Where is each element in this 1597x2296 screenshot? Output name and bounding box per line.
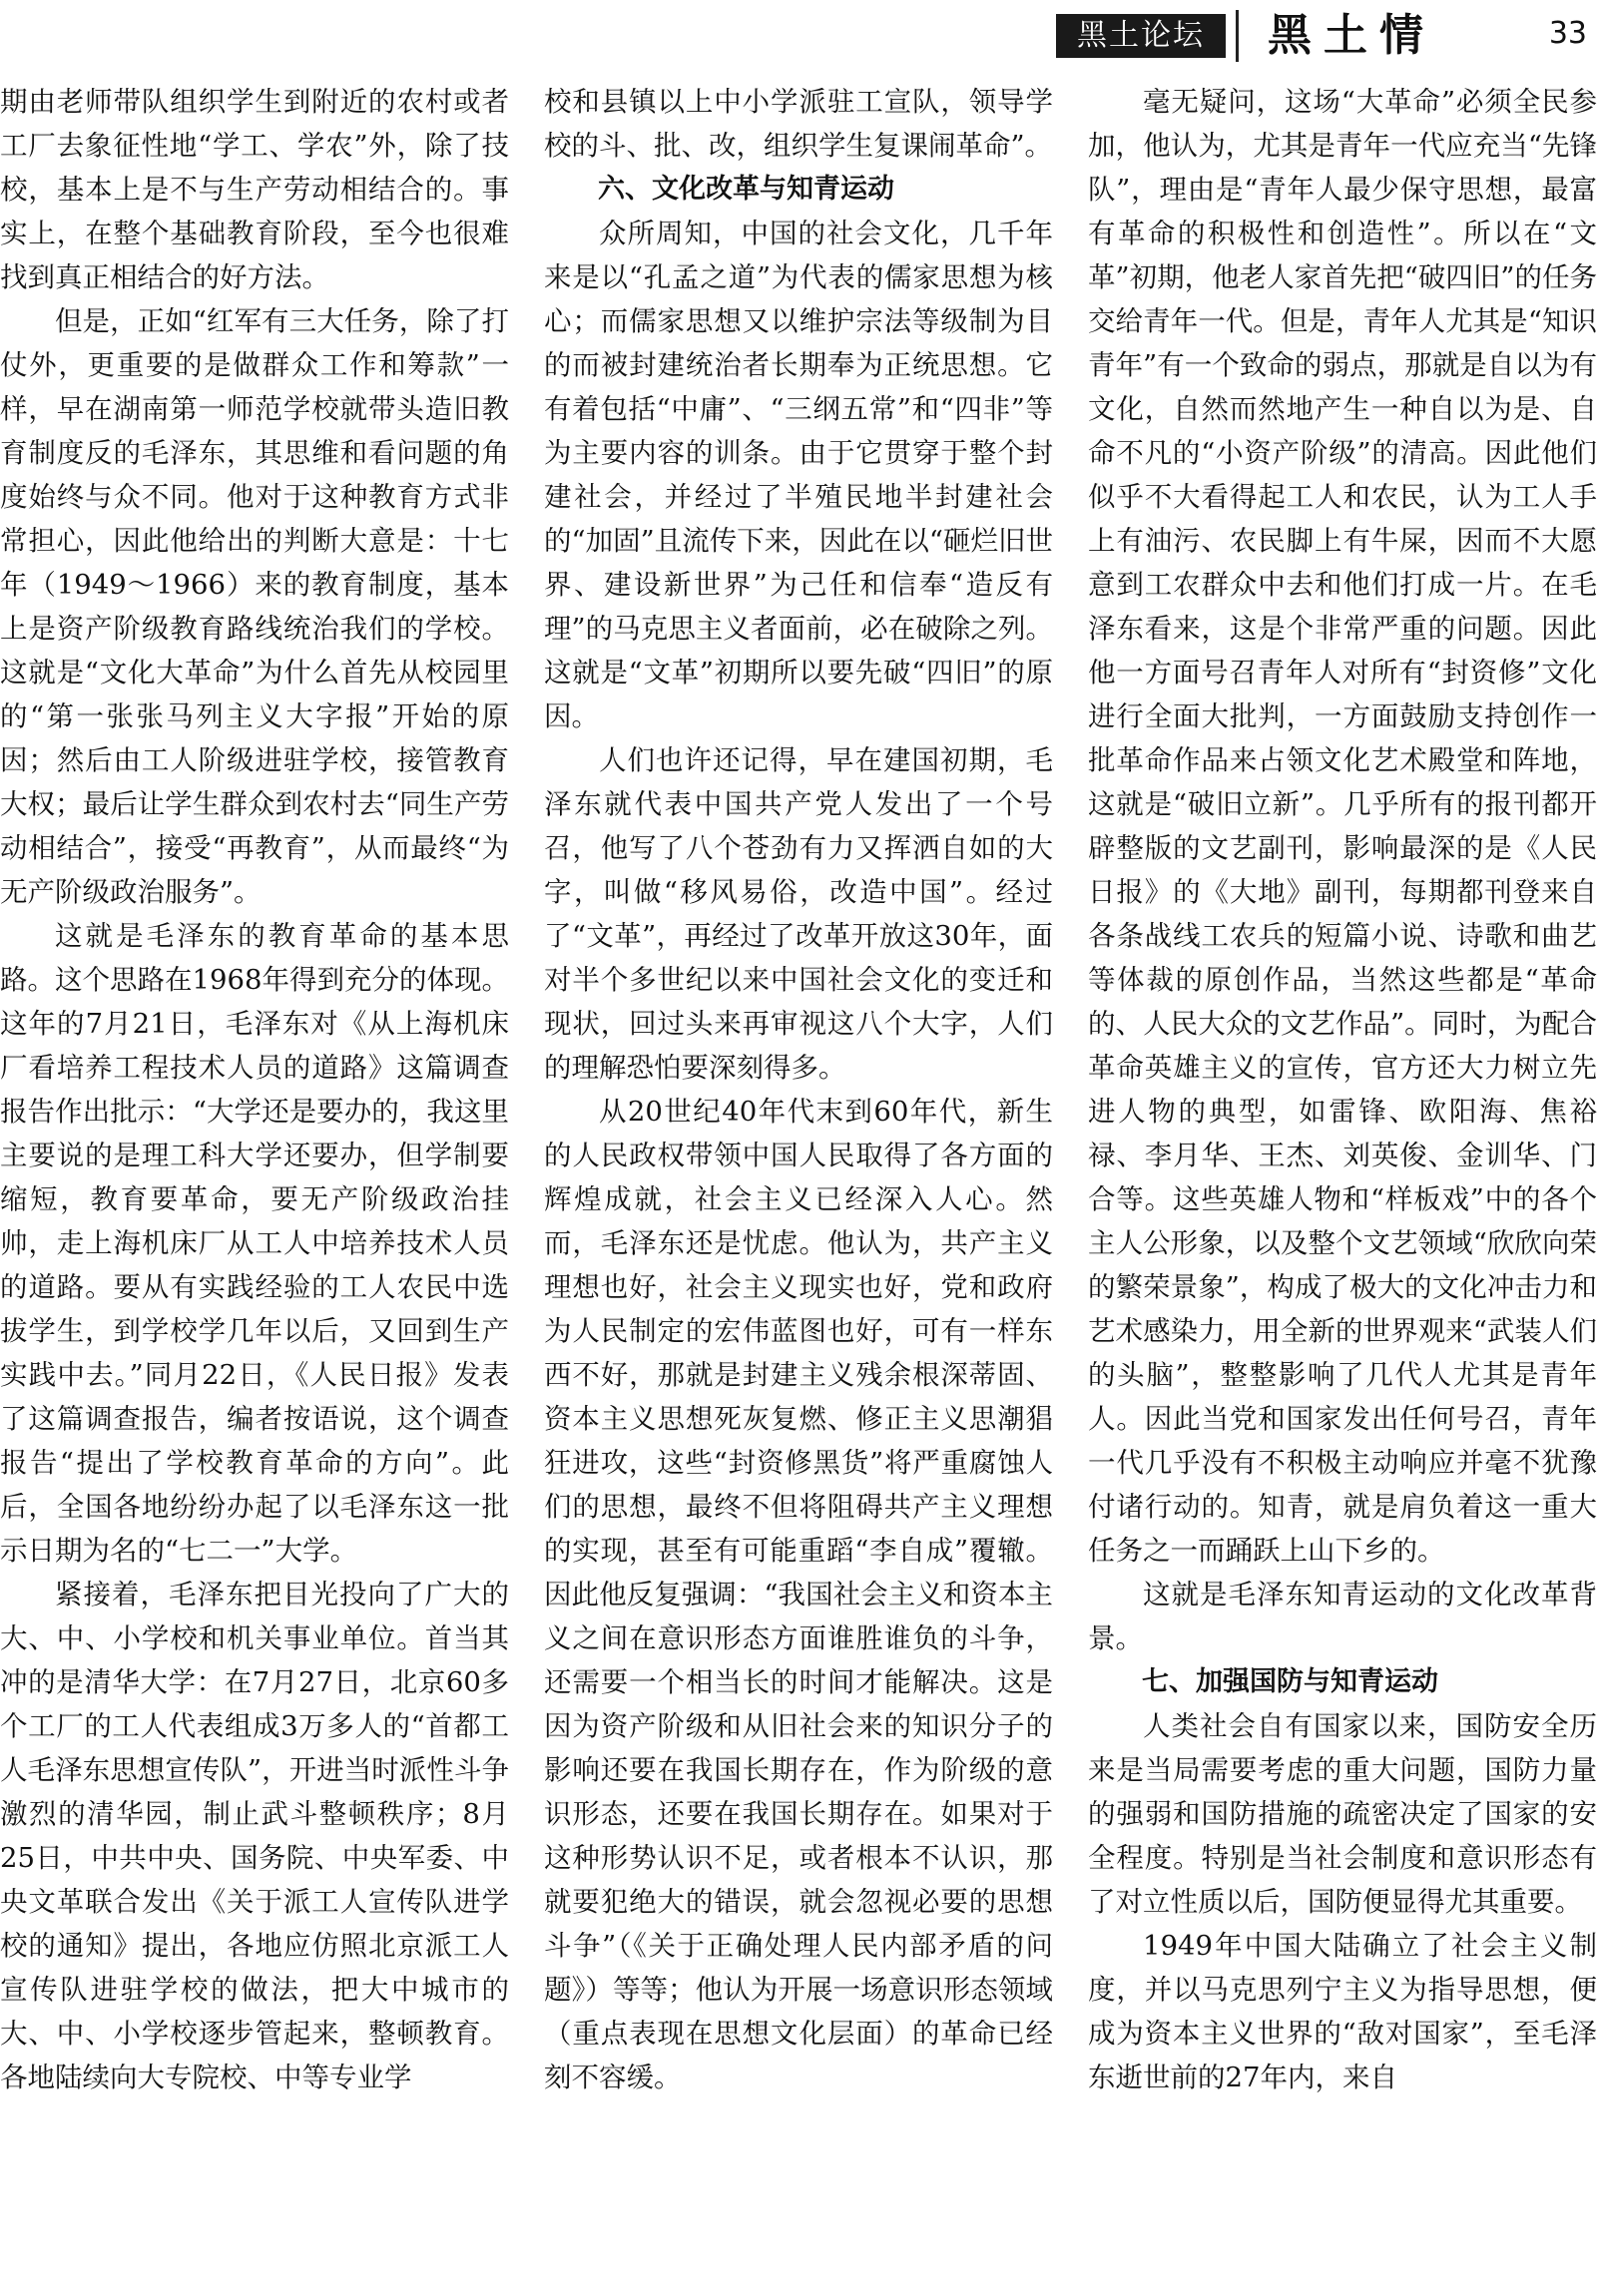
text-column-3 <box>1088 80 1597 2296</box>
paragraph: 从20世纪40年代末到60年代，新生的人民政权带领中国人民取得了各方面的辉煌成就，社会主义已经深入人心。然而，毛泽东还是忧虑。他认为，共产主义理想也好，社会主义现实也好，党和政府为人民制定的宏伟蓝图也好，可有一样东西不好，那就是封建主义残余根深蒂固、资本主义思想死灰复燃、修正主义思潮猖狂进攻，这些“封资修黑货”将严重腐蚀人们的思想，最终不但将阻碍共产主义理想的实现，甚至有可能重蹈“李自成”覆辙。因此他反复强调：“我国社会主义和资本主义之间在意识形态方面谁胜谁负的斗争，还需要一个相当长的时间才能解决。这是因为资产阶级和从旧社会来的知识分子的影响还要在我国长期存在，作为阶级的意识形态，还要在我国长期存在。如果对于这种形势认识不足，或者根本不认识，那就要犯绝大的错误，就会忽视必要的思想斗争”（《关于正确处理人民内部矛盾的问题》）等等；他认为开展一场意识形态领域（重点表现在思想文化层面）的革命已经刻不容缓。 <box>544 1096 1053 2093</box>
text-column-2 <box>544 80 1053 2296</box>
section-heading: 七、加强国防与知青运动 <box>1142 1666 1438 1697</box>
page-header <box>0 0 1597 70</box>
paragraph: 校和县镇以上中小学派驻工宣队，领导学校的斗、批、改，组织学生复课闹革命”。 <box>544 86 1053 162</box>
page-number: 33 <box>1548 16 1587 51</box>
column-title: 黑土情 <box>1268 10 1435 61</box>
section-label: 黑土论坛 <box>1056 14 1226 58</box>
paragraph: 1949年中国大陆确立了社会主义制度，并以马克思列宁主义为指导思想，便成为资本主义世界的“敌对国家”，至毛泽东逝世前的27年内，来自 <box>1088 1930 1597 2093</box>
paragraph: 人们也许还记得，早在建国初期，毛泽东就代表中国共产党人发出了一个号召，他写了八个苍劲有力又挥洒自如的大字，叫做“移风易俗，改造中国”。经过了“文革”，再经过了改革开放这30年，面对半个多世纪以来中国社会文化的变迁和现状，回过头来再审视这八个大字，人们的理解恐怕要深刻得多。 <box>544 744 1053 1084</box>
paragraph: 毫无疑问，这场“大革命”必须全民参加，他认为，尤其是青年一代应充当“先锋队”，理由是“青年人最少保守思想，最富有革命的积极性和创造性”。所以在“文革”初期，他老人家首先把“破四旧”的任务交给青年一代。但是，青年人尤其是“知识青年”有一个致命的弱点，那就是自以为有文化，自然而然地产生一种自以为是、自命不凡的“小资产阶级”的清高。因此他们似乎不大看得起工人和农民，认为工人手上有油污、农民脚上有牛屎，因而不大愿意到工农群众中去和他们打成一片。在毛泽东看来，这是个非常严重的问题。因此他一方面号召青年人对所有“封资修”文化进行全面大批判，一方面鼓励支持创作一批革命作品来占领文化艺术殿堂和阵地，这就是“破旧立新”。几乎所有的报刊都开辟整版的文艺副刊，影响最深的是《人民日报》的《大地》副刊，每期都刊登来自各条战线工农兵的短篇小说、诗歌和曲艺等体裁的原创作品，当然这些都是“革命的、人民大众的文艺作品”。同时，为配合革命英雄主义的宣传，官方还大力树立先进人物的典型，如雷锋、欧阳海、焦裕禄、李月华、王杰、刘英俊、金训华、门合等。这些英雄人物和“样板戏”中的各个主人公形象，以及整个文艺领域“欣欣向荣的繁荣景象”，构成了极大的文化冲击力和艺术感染力，用全新的世界观来“武装人们的头脑”，整整影响了几代人尤其是青年人。因此当党和国家发出任何号召，青年一代几乎没有不积极主动响应并毫不犹豫付诸行动的。知青，就是肩负着这一重大任务之一而踊跃上山下乡的。 <box>1088 86 1597 1567</box>
paragraph: 期由老师带队组织学生到附近的农村或者工厂去象征性地“学工、学农”外，除了技校，基本上是不与生产劳动相结合的。事实上，在整个基础教育阶段，至今也很难找到真正相结合的好方法。 <box>0 86 509 293</box>
header-divider <box>1236 10 1239 62</box>
section-heading: 六、文化改革与知青运动 <box>598 174 894 205</box>
paragraph: 但是，正如“红军有三大任务，除了打仗外，更重要的是做群众工作和筹款”一样，早在湖南第一师范学校就带头造旧教育制度反的毛泽东，其思维和看问题的角度始终与众不同。他对于这种教育方式非常担心，因此他给出的判断大意是：十七年（1949～1966）来的教育制度，基本上是资产阶级教育路线统治我们的学校。这就是“文化大革命”为什么首先从校园里的“第一张张马列主义大字报”开始的原因；然后由工人阶级进驻学校，接管教育大权；最后让学生群众到农村去“同生产劳动相结合”，接受“再教育”，从而最终“为无产阶级政治服务”。 <box>0 305 509 908</box>
paragraph: 众所周知，中国的社会文化，几千年来是以“孔孟之道”为代表的儒家思想为核心；而儒家思想又以维护宗法等级制为目的而被封建统治者长期奉为正统思想。它有着包括“中庸”、“三纲五常”和“四非”等为主要内容的训条。由于它贯穿于整个封建社会，并经过了半殖民地半封建社会的“加固”且流传下来，因此在以“砸烂旧世界、建设新世界”为己任和信奉“造反有理”的马克思主义者面前，必在破除之列。这就是“文革”初期所以要先破“四旧”的原因。 <box>544 218 1053 732</box>
text-column-1 <box>0 80 509 2296</box>
paragraph: 这就是毛泽东知青运动的文化改革背景。 <box>1088 1579 1597 1654</box>
paragraph: 紧接着，毛泽东把目光投向了广大的大、中、小学校和机关事业单位。首当其冲的是清华大学：在7月27日，北京60多个工厂的工人代表组成3万多人的“首都工人毛泽东思想宣传队”，开进当时派性斗争激烈的清华园，制止武斗整顿秩序；8月25日，中共中央、国务院、中央军委、中央文革联合发出《关于派工人宣传队进学校的通知》提出，各地应仿照北京派工人宣传队进驻学校的做法，把大中城市的大、中、小学校逐步管起来，整顿教育。各地陆续向大专院校、中等专业学 <box>0 1579 509 2093</box>
paragraph: 这就是毛泽东的教育革命的基本思路。这个思路在1968年得到充分的体现。这年的7月21日，毛泽东对《从上海机床厂看培养工程技术人员的道路》这篇调查报告作出批示：“大学还是要办的，我这里主要说的是理工科大学还要办，但学制要缩短，教育要革命，要无产阶级政治挂帅，走上海机床厂从工人中培养技术人员的道路。要从有实践经验的工人农民中选拔学生，到学校学几年以后，又回到生产实践中去。”同月22日，《人民日报》发表了这篇调查报告，编者按语说，这个调查报告“提出了学校教育革命的方向”。此后，全国各地纷纷办起了以毛泽东这一批示日期为名的“七二一”大学。 <box>0 920 509 1567</box>
paragraph: 人类社会自有国家以来，国防安全历来是当局需要考虑的重大问题，国防力量的强弱和国防措施的疏密决定了国家的安全程度。特别是当社会制度和意识形态有了对立性质以后，国防便显得尤其重要。 <box>1088 1710 1597 1918</box>
